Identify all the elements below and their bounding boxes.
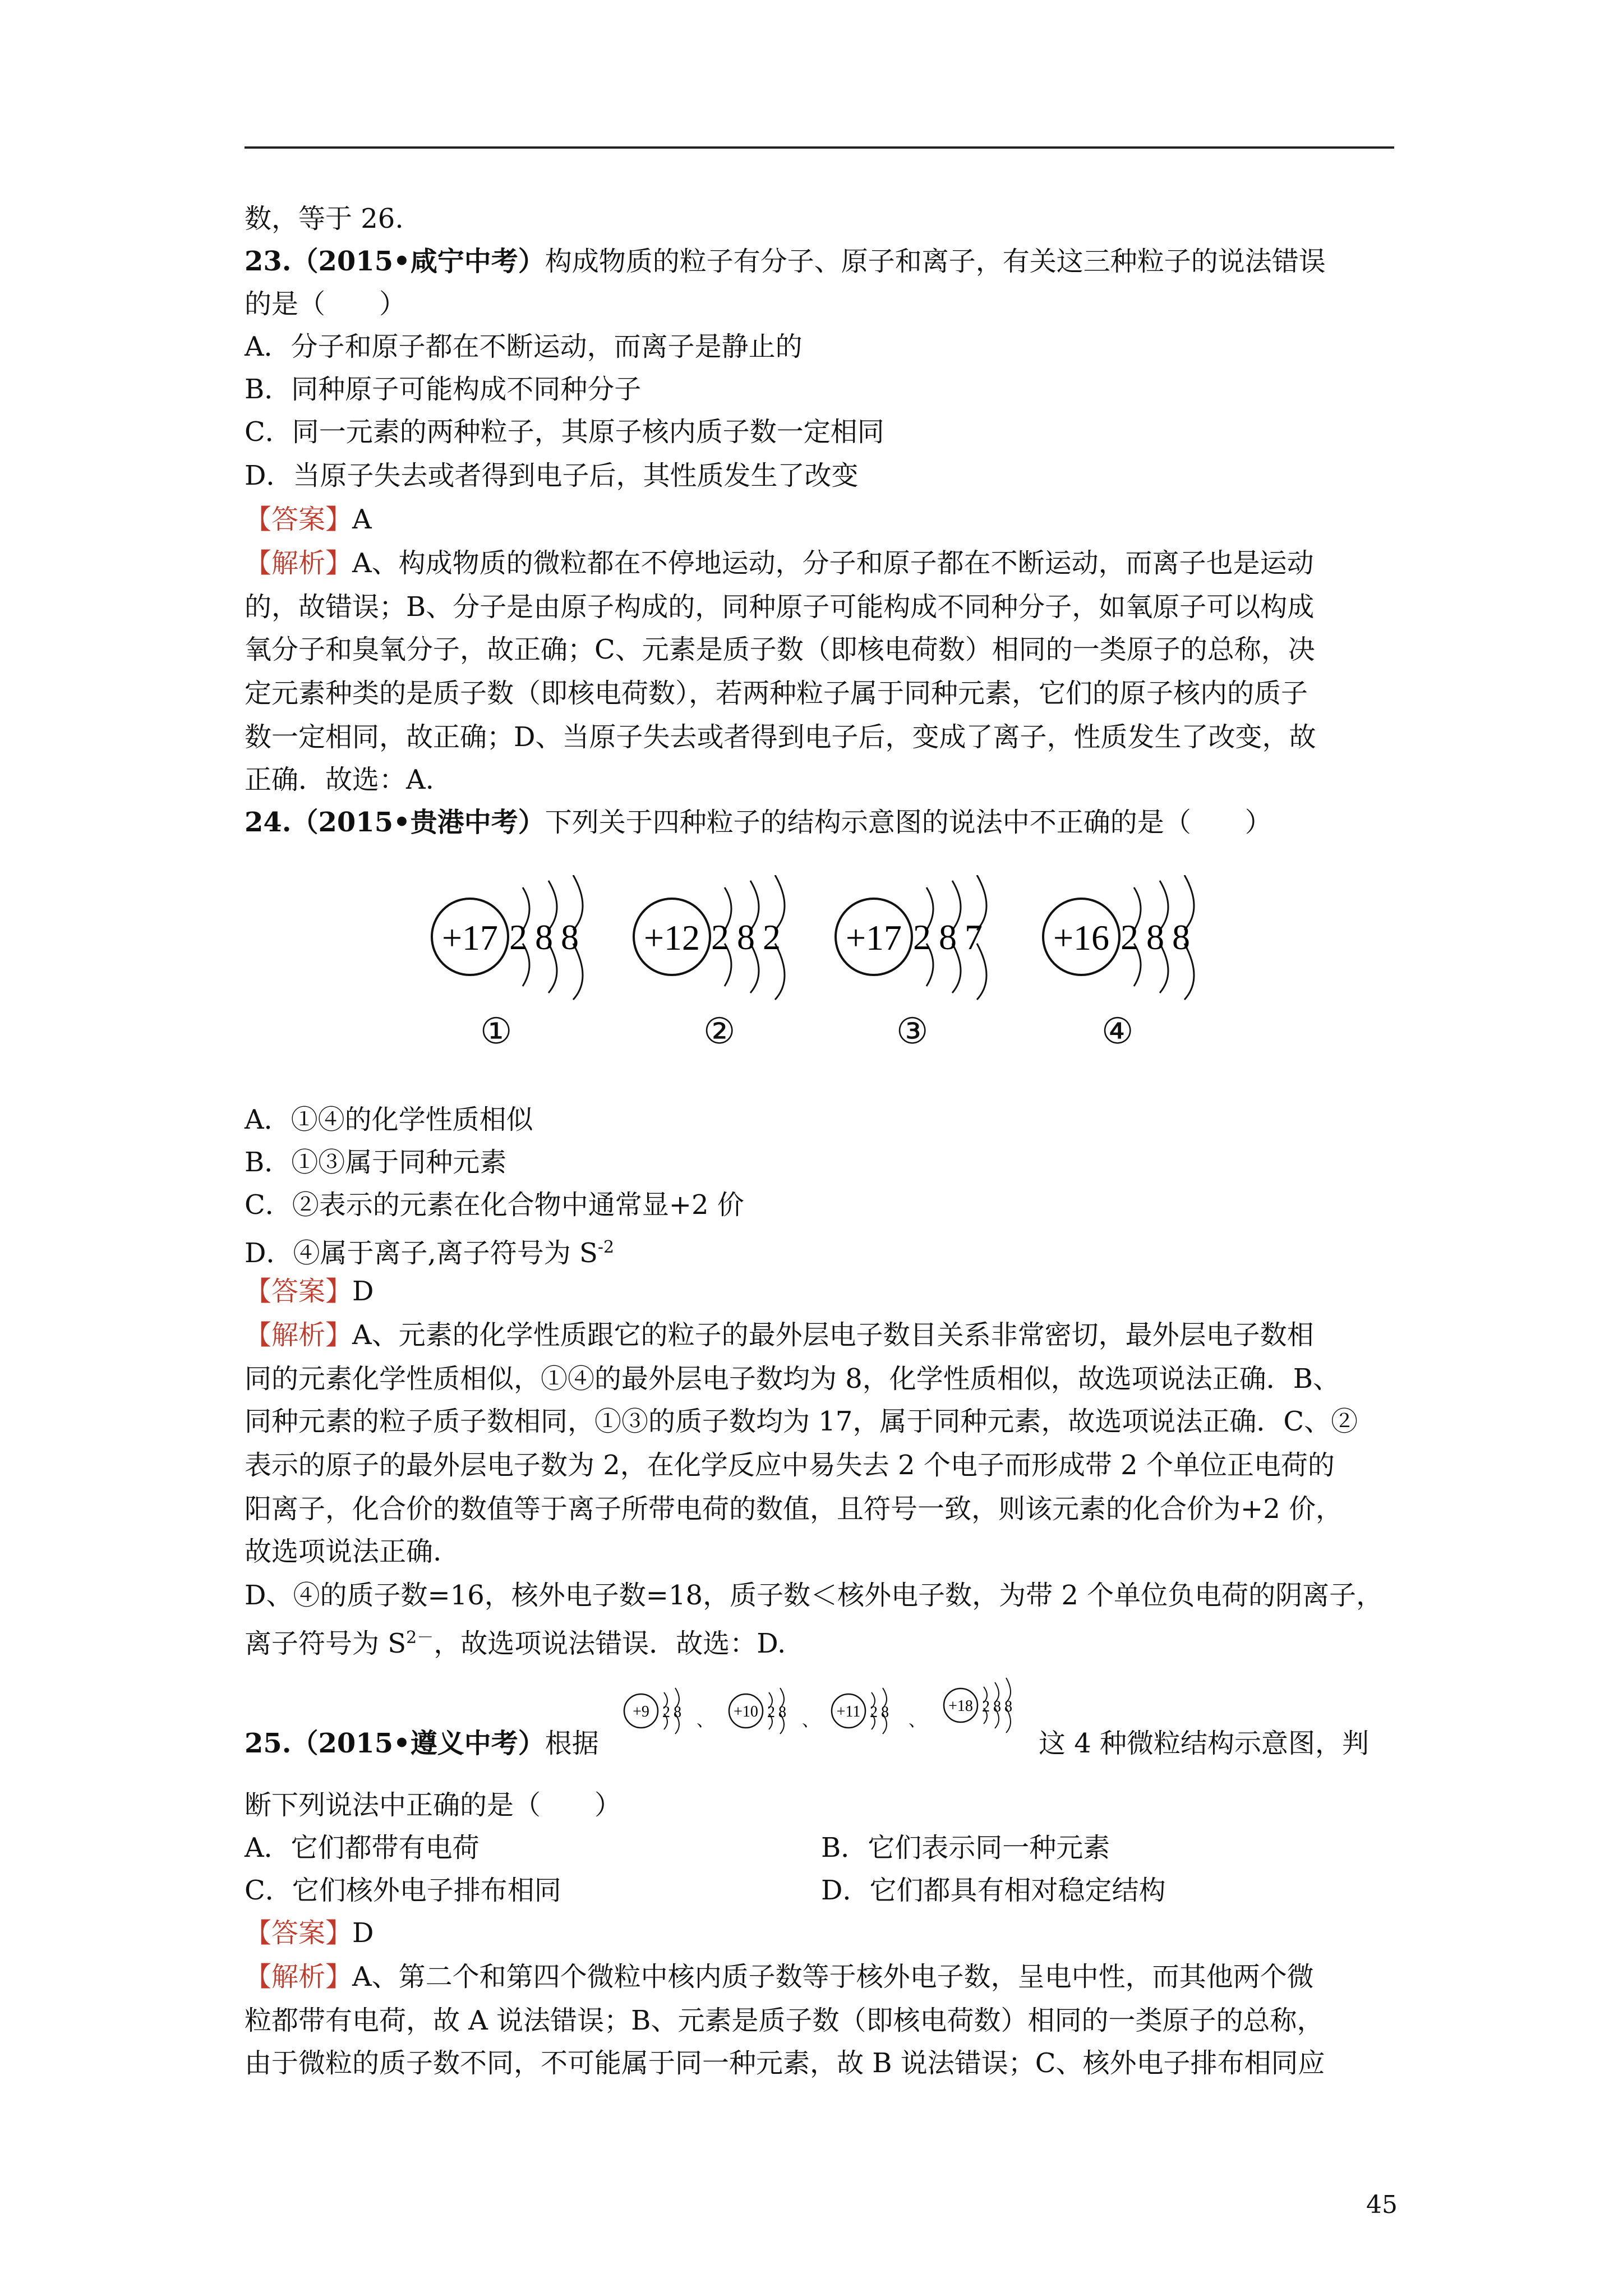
q24-diagram-4 [1043,875,1194,1000]
q24-analysis-1 [245,1318,1314,1352]
q24-analysis-tag: 【解析】 [245,1319,353,1351]
q25-analysis-tag: 【解析】 [245,1961,353,1993]
q25-analysis-3: 由于微粒的质子数不同，不可能属于同一种元素，故 B 说法错误；C、核外电子排布相同应 [245,2047,1325,2079]
shell-electrons: 8 [561,917,579,957]
shell-electrons: 2 [763,917,781,957]
nucleus-charge: +17 [845,918,902,958]
q25-text-pre: 根据 [545,1728,599,1759]
q23-stem [245,245,1326,278]
nucleus-charge: +11 [836,1703,861,1720]
q25-stem-2: 断下列说法中正确的是（ ） [245,1789,622,1821]
q23-analysis-5: 数一定相同，故正确；D、当原子失去或者得到电子后，变成了离子，性质发生了改变，故 [245,721,1316,753]
q24-diagram-3 [836,875,986,1000]
q23-analysis-3: 氧分子和臭氧分子，故正确；C、元素是质子数（即核电荷数）相同的一类原子的总称，决 [245,634,1315,665]
q24-label: 24.（2015•贵港中考） [245,807,545,838]
shell-electrons: 2 [913,917,931,957]
shell-electrons: 2 [767,1704,775,1721]
shell-electrons: 8 [1172,917,1190,957]
q24-option-a: A．①④的化学性质相似 [245,1104,533,1135]
shell-electrons: 8 [993,1698,1001,1715]
q23-label: 23.（2015•咸宁中考） [245,246,545,277]
shell-electrons: 7 [965,917,983,957]
q24-diagram-index-2: ② [703,1011,736,1052]
q24-diagram-index-4: ④ [1101,1011,1134,1052]
q25-option-d: D．它们都具有相对稳定结构 [821,1875,1166,1906]
shell-electrons: 8 [674,1704,681,1721]
q23-stem-2: 的是（ ） [245,288,407,320]
nucleus-charge: +18 [948,1697,973,1715]
q25-diagram-4 [944,1678,1012,1733]
q24-option-d [245,1231,614,1270]
q24-analysis-3: 同种元素的粒子质子数相同，①③的质子数均为 17，属于同种元素，故选项说法正确．C、② [245,1406,1358,1437]
page-number: 45 [1366,2191,1398,2219]
header-rule [245,146,1394,149]
q24-analysis-7: D、④的质子数=16，核外电子数=18，质子数＜核外电子数，为带 2 个单位负电荷的阴离子， [245,1580,1384,1611]
q23-analysis-1 [245,546,1314,580]
q25-answer-tag: 【答案】 [245,1917,353,1949]
q24-option-d-sup: -2 [597,1237,615,1257]
q25-analysis-2: 粒都带有电荷，故 A 说法错误；B、元素是质子数（即核电荷数）相同的一类原子的总称， [245,2005,1324,2036]
shell-electrons: 2 [662,1704,670,1721]
q24-option-b: B．①③属于同种元素 [245,1147,507,1178]
shell-electrons: 8 [1146,917,1164,957]
separator: 、 [909,1711,925,1731]
q24-stem [245,806,1272,839]
q24-diagrams [426,875,1223,1004]
shell-electrons: 8 [1004,1698,1012,1715]
q23-answer [245,503,372,536]
q23-analysis-4: 定元素种类的是质子数（即核电荷数），若两种粒子属于同种元素，它们的原子核内的质子 [245,678,1308,709]
shell-electrons: 8 [737,917,755,957]
nucleus-charge: +10 [734,1703,758,1720]
q23-answer-tag: 【答案】 [245,504,353,535]
q24-analysis-2: 同的元素化学性质相似，①④的最外层电子数均为 8，化学性质相似，故选项说法正确．B、 [245,1363,1340,1395]
q25-label: 25.（2015•遵义中考） [245,1728,545,1759]
nucleus-charge: +12 [643,918,700,958]
q25-answer [245,1916,374,1950]
q24-analysis-8-post: ，故选项说法错误．故选：D. [434,1628,786,1659]
nucleus-charge: +9 [633,1703,649,1720]
q23-answer-value: A [352,504,372,535]
q25-diagram-2 [729,1688,786,1734]
separator: 、 [697,1711,713,1731]
q24-analysis-4: 表示的原子的最外层电子数为 2，在化学反应中易失去 2 个电子而形成带 2 个单位正电荷的 [245,1450,1335,1481]
q23-option-c: C．同一元素的两种粒子，其原子核内质子数一定相同 [245,416,884,448]
shell-electrons: 8 [535,917,553,957]
q23-analysis-2: 的，故错误；B、分子是由原子构成的，同种原子可能构成不同种分子，如氧原子可以构成 [245,591,1315,623]
q25-diagram-3 [832,1688,889,1734]
q25-answer-value: D [352,1917,374,1949]
q25-analysis-1 [245,1960,1314,1994]
q25-diagrams [617,1674,1032,1759]
q23-option-b: B．同种原子可能构成不同种分子 [245,374,642,405]
q24-analysis-text: A、元素的化学性质跟它的粒子的最外层电子数目关系非常密切，最外层电子数相 [352,1319,1314,1351]
q25-option-c: C．它们核外电子排布相同 [245,1875,561,1906]
shell-electrons: 2 [509,917,527,957]
shell-electrons: 2 [1121,917,1138,957]
q23-analysis-text: A、构成物质的微粒都在不停地运动，分子和原子都在不断运动，而离子也是运动 [352,547,1314,579]
q25-option-b: B．它们表示同一种元素 [821,1832,1110,1864]
q23-option-d: D．当原子失去或者得到电子后，其性质发生了改变 [245,460,859,491]
q25-diagram-1 [624,1688,681,1734]
shell-electrons: 8 [939,917,957,957]
q24-option-c: C．②表示的元素在化合物中通常显+2 价 [245,1189,744,1221]
shell-electrons: 8 [881,1704,889,1721]
q23-option-a: A．分子和原子都在不断运动，而离子是静止的 [245,331,803,362]
nucleus-charge: +16 [1053,918,1110,958]
q24-answer-tag: 【答案】 [245,1276,353,1307]
q24-diagram-1 [432,875,583,1000]
q25-stem [245,1727,599,1760]
q24-diagram-index-3: ③ [896,1011,929,1052]
q25-analysis-text: A、第二个和第四个微粒中核内质子数等于核外电子数，呈电中性，而其他两个微 [352,1961,1314,1993]
q24-diagram-2 [634,875,785,1000]
q25-option-a: A．它们都带有电荷 [245,1832,479,1864]
q25-stem-post: 这 4 种微粒结构示意图，判 [1039,1728,1370,1759]
q24-analysis-8-sup: 2－ [406,1628,434,1648]
nucleus-charge: +17 [441,918,499,958]
q24-text1: 下列关于四种粒子的结构示意图的说法中不正确的是（ ） [545,807,1272,838]
q24-answer-value: D [352,1276,374,1307]
shell-electrons: 2 [711,917,729,957]
q24-answer [245,1274,374,1308]
shell-electrons: 2 [870,1704,878,1721]
q24-analysis-5: 阳离子，化合价的数值等于离子所带电荷的数值，且符号一致，则该元素的化合价为+2 价， [245,1493,1343,1525]
q24-analysis-6: 故选项说法正确. [245,1536,442,1567]
q24-analysis-8-pre: 离子符号为 S [245,1628,407,1659]
q23-analysis-tag: 【解析】 [245,547,353,579]
q24-option-d-text: D．④属于离子,离子符号为 S [245,1237,598,1269]
shell-electrons: 8 [778,1704,786,1721]
q23-analysis-6: 正确．故选：A. [245,764,434,795]
q23-text1: 构成物质的粒子有分子、原子和离子，有关这三种粒子的说法错误 [545,246,1326,277]
header-tail: 数，等于 26. [245,203,404,234]
shell-electrons: 2 [982,1698,990,1715]
q24-analysis-8 [245,1621,786,1660]
separator: 、 [802,1711,819,1731]
q24-diagram-index-1: ① [480,1011,513,1052]
